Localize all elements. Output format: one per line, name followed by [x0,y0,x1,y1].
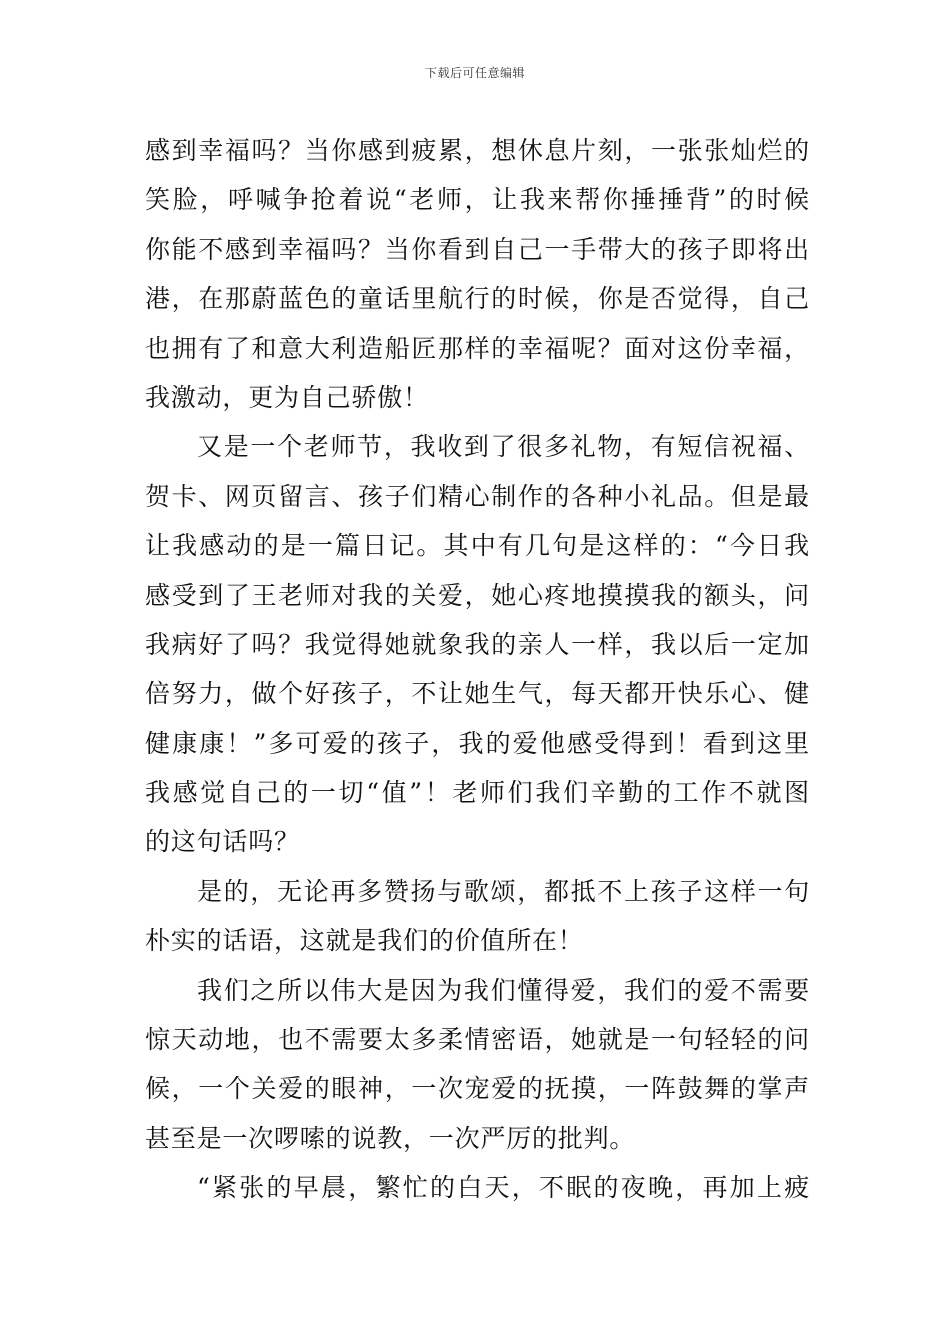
text-line: 也拥有了和意大利造船匠那样的幸福呢？面对这份幸福， [145,333,810,363]
text-line: 我感觉自己的一切“值”！老师们我们辛勤的工作不就图 [145,778,810,808]
text-line: 倍努力，做个好孩子，不让她生气，每天都开快乐心、健 [145,679,810,709]
page-header: 下载后可任意编辑 [424,66,525,80]
text-line: 我激动，更为自己骄傲！ [145,382,429,412]
text-line: 让我感动的是一篇日记。其中有几句是这样的：“今日我 [145,531,810,561]
text-line: 的这句话吗？ [145,827,300,857]
text-line: 我病好了吗？我觉得她就象我的亲人一样，我以后一定加 [145,629,810,659]
text-line: 感受到了王老师对我的关爱，她心疼地摸摸我的额头，问 [145,580,810,610]
text-line: 你能不感到幸福吗？当你看到自己一手带大的孩子即将出 [145,234,810,264]
text-line: 又是一个老师节，我收到了很多礼物，有短信祝福、 [197,432,810,462]
document-body [145,126,810,1213]
text-line: 贺卡、网页留言、孩子们精心制作的各种小礼品。但是最 [145,481,810,511]
text-line: 笑脸，呼喊争抢着说“老师，让我来帮你捶捶背”的时候 [145,185,810,215]
text-line: 港，在那蔚蓝色的童话里航行的时候，你是否觉得，自己 [145,284,810,314]
text-line: 健康康！”多可爱的孩子，我的爱他感受得到！看到这里 [145,728,810,758]
text-line: 我们之所以伟大是因为我们懂得爱，我们的爱不需要 [197,975,810,1005]
text-line: 朴实的话语，这就是我们的价值所在！ [145,926,584,956]
text-line: 候，一个关爱的眼神，一次宠爱的抚摸，一阵鼓舞的掌声 [145,1074,810,1104]
text-line: “紧张的早晨，繁忙的白天，不眠的夜晚，再加上疲 [197,1173,810,1203]
text-line: 甚至是一次啰嗦的说教，一次严厉的批判。 [145,1123,636,1153]
text-line: 惊天动地，也不需要太多柔情密语，她就是一句轻轻的问 [145,1025,810,1055]
text-line: 是的，无论再多赞扬与歌颂，都抵不上孩子这样一句 [197,876,810,906]
text-line: 感到幸福吗？当你感到疲累，想休息片刻，一张张灿烂的 [145,136,810,165]
